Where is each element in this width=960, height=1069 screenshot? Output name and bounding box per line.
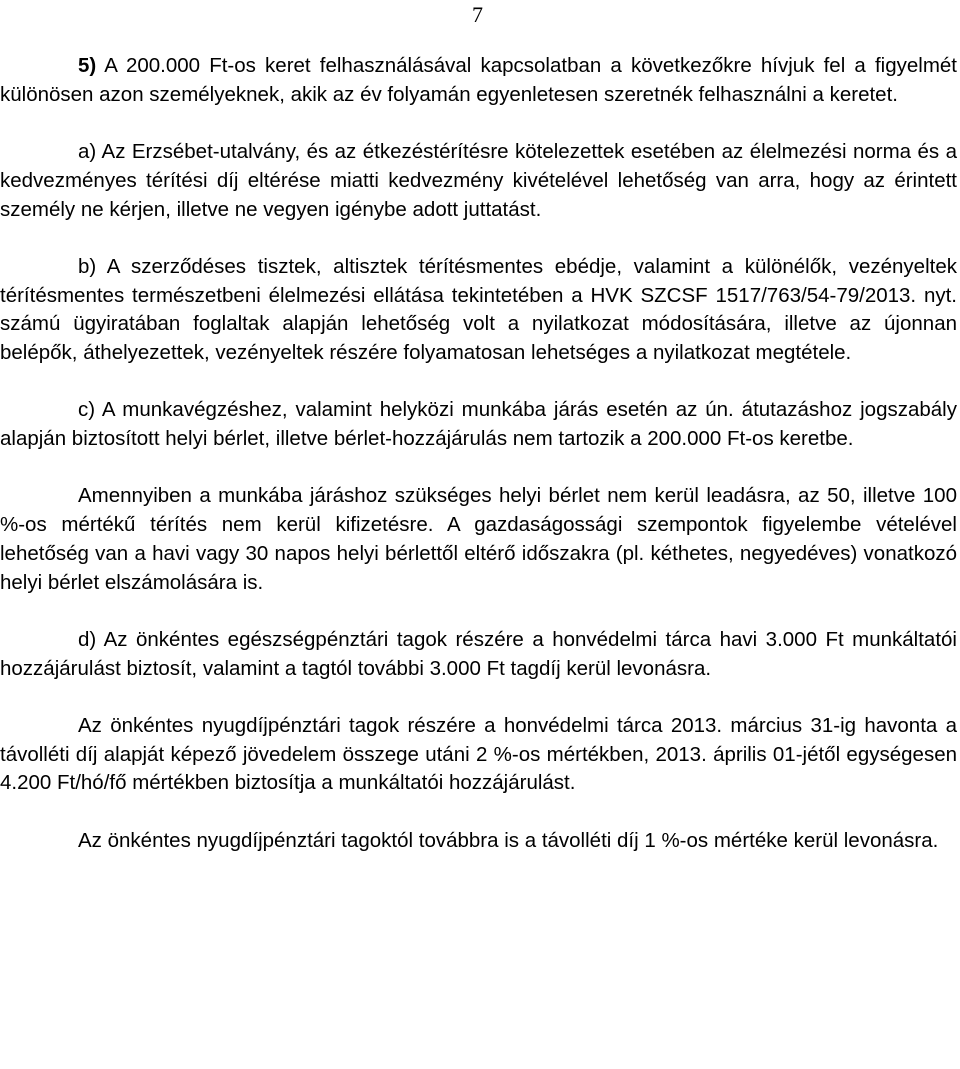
document-body	[0, 52, 957, 856]
page-number: 7	[472, 2, 483, 27]
section-5-intro	[0, 52, 957, 109]
paragraph-d: d) Az önkéntes egészségpénztári tagok részére a honvédelmi tárca havi 3.000 Ft munkáltatói hozzájárulást biztosít, valamint a tagtól további 3.000 Ft tagdíj kerül levonásra.	[0, 627, 957, 680]
section-number: 5)	[78, 54, 97, 77]
paragraph-a: a) Az Erzsébet-utalvány, és az étkezéstérítésre kötelezettek esetében az élelmezési norma és a kedvezményes térítési díj eltérése miatti kedvezmény kivételével lehetőség van arra, hogy az érintett személy ne kérjen, illetve ne vegyen igénybe adott juttatást.	[0, 140, 957, 221]
paragraph-d-pension-deduction: Az önkéntes nyugdíjpénztári tagoktól továbbra is a távolléti díj 1 %-os mértéke kerül levonásra.	[78, 828, 939, 852]
paragraph-b: b) A szerződéses tisztek, altisztek térítésmentes ebédje, valamint a különélők, vezényeltek térítésmentes természetbeni élelmezési ellátása tekintetében a HVK SZCSF 1517/763/54-79/2013. nyt. számú ügyiratában foglaltak alapján lehetőség volt a nyilatkozat módosítására, illetve az újonnan belépők, áthelyezettek, vezényeltek részére folyamatosan lehetséges a nyilatkozat megtétele.	[0, 254, 957, 364]
paragraph-d-pension: Az önkéntes nyugdíjpénztári tagok részére a honvédelmi tárca 2013. március 31-ig havonta a távolléti díj alapját képező jövedelem összege utáni 2 %-os mértékben, 2013. április 01-jétől egységesen 4.200 Ft/hó/fő mértékben biztosítja a munkáltatói hozzájárulást.	[0, 714, 957, 795]
paragraph-c: c) A munkavégzéshez, valamint helyközi munkába járás esetén az ún. átutazáshoz jogszabály alapján biztosított helyi bérlet, illetve bérlet-hozzájárulás nem tartozik a 200.000 Ft-os keretbe.	[0, 398, 957, 451]
paragraph-c-continued: Amennyiben a munkába járáshoz szükséges helyi bérlet nem kerül leadásra, az 50, illetve 100 %-os mértékű térítés nem kerül kifizetésre. A gazdaságossági szempontok figyelembe vételével lehetőség van a havi vagy 30 napos helyi bérlettől eltérő időszakra (pl. kéthetes, negyedéves) vonatkozó helyi bérlet elszámolására is.	[0, 484, 957, 594]
section-intro-text: A 200.000 Ft-os keret felhasználásával kapcsolatban a következőkre hívjuk fel a figyelmét különösen azon személyeknek, akik az év folyamán egyenletesen szeretnék felhasználni a keretet.	[0, 54, 957, 106]
